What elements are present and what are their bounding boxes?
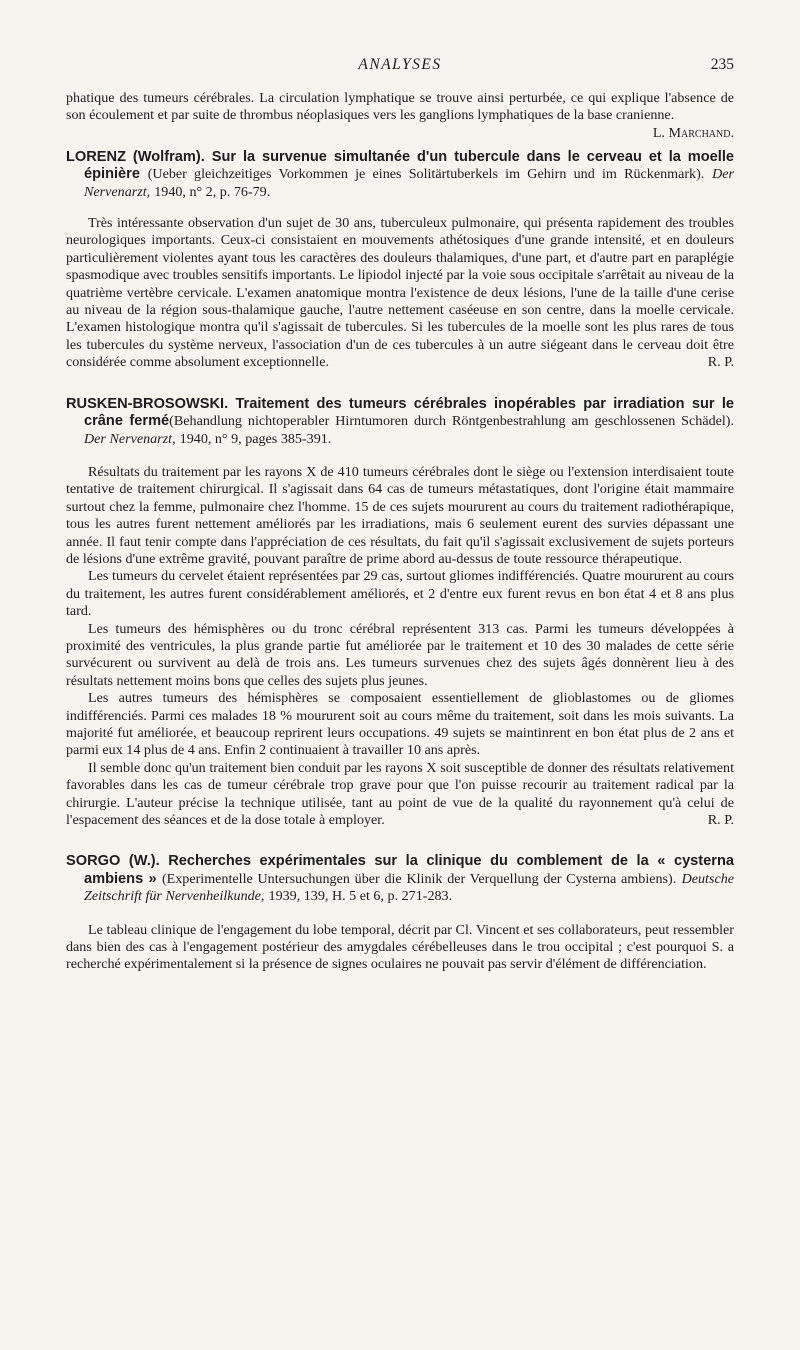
entry-author: RUSKEN-BROSOWSKI.: [66, 395, 229, 412]
page-number: 235: [710, 56, 734, 73]
running-title: ANALYSES: [358, 56, 442, 73]
entry-original-title: (Behandlung nichtoperabler Hirntumoren durch Röntgenbestrahlung am geschlossenen Schädel).: [169, 413, 735, 430]
entry-paragraph: Le tableau clinique de l'engagement du lobe temporal, décrit par Cl. Vincent et ses collaborateurs, peut ressembler dans bien des cas à l'engagement postérieur des amygdales cérébelleuses dans le trou occipital ; c'est pourquoi S. a recherché expérimentalement si la présence de signes oculaires ne pouvait pas servir d'élément de différenciation.: [66, 921, 734, 973]
entry-paragraph: [66, 215, 734, 372]
intro-paragraph: [66, 90, 734, 141]
entry-heading: [66, 396, 734, 448]
entry-original-title: (Experimentelle Untersuchungen über die Klinik der Verquellung der Cysterna ambiens).: [161, 870, 677, 887]
entry-paragraph: [66, 760, 734, 830]
entry-paragraph-text: Très intéressante observation d'un sujet de 30 ans, tuberculeux pulmonaire, qui présenta rapidement des troubles neurologiques importants. Ceux-ci consistaient en mouvements athétosiques d'une grande intensité, et en douleurs particulièrement violentes ayant tous les caractères des douleurs thalamiques, d'une part, et d'autre part en paraplégie spasmodique avec troubles sensitifs importants. Le lipiodol injecté par la voie sous occipitale s'arrêtait au niveau de la quatrième vertèbre cervicale. L'examen anatomique montra l'existence de deux lésions, l'une de la taille d'une cerise au niveau de la région sous-thalamique gauche, l'autre nettement caséeuse en son centre, dans la moelle cervicale. L'examen histologique montra qu'il s'agissait de tubercules. Si les tubercules de la moelle sont les plus rares de tous les tubercules du système nerveux, l'association d'un de ces tubercules à un autre siégeant dans le cerveau doit être considérée comme absolument exceptionnelle.: [66, 215, 734, 371]
entry-paragraph: Les autres tumeurs des hémisphères se composaient essentiellement de glioblastomes ou de gliomes indifférenciés. Parmi ces malades 18 % moururent soit au cours même du traitement, soit dans les mois suivants. La majorité fut améliorée, et beaucoup reprirent leurs occupations. 49 sujets se maintinrent en bon état plus de 2 ans et parmi eux 14 plus de 4 ans. Enfin 2 continuaient à travailler 10 ans après.: [66, 690, 734, 759]
entry-citation: 1940, n° 9, pages 385-391.: [179, 430, 332, 447]
entry-signature: R. P.: [707, 354, 734, 371]
intro-signature: L. Marchand.: [652, 124, 734, 141]
running-head: [0, 56, 800, 80]
entry-heading: [66, 853, 734, 905]
entry-heading: [66, 149, 734, 201]
entry-paragraph-text: Il semble donc qu'un traitement bien conduit par les rayons X soit susceptible de donner des résultats relativement favorables dans les cas de tumeur cérébrale trop grave pour que l'on puisse recourir au traitement radical par la chirurgie. L'auteur précise la technique utilisée, tant au point de vue de la qualité du rayonnement qu'à celui de l'espacement des séances et de la dose totale à employer.: [66, 759, 734, 829]
entry-title: Traitement des tumeurs cérébrales inopérables par irradiation sur le crâne fermé: [84, 395, 734, 430]
review-entry-lorenz: [66, 149, 734, 372]
entry-author: SORGO (W.).: [66, 853, 160, 870]
review-entry-sorgo: [66, 853, 734, 973]
entry-author: LORENZ (Wolfram).: [66, 148, 205, 165]
entry-title: Sur la survenue simultanée d'un tubercule dans le cerveau et la moelle épinière: [84, 148, 735, 183]
entry-paragraph: Les tumeurs des hémisphères ou du tronc cérébral représentent 313 cas. Parmi les tumeurs développées à proximité des ventricules, la plus grande partie fut améliorée par le traitement et 10 des 30 malades de cette série survécurent ou survivent au delà de trois ans. Les tumeurs survenues chez des sujets âgés donnèrent lieu à des résultats nettement moins bons que celles des sujets plus jeunes.: [66, 620, 734, 689]
entry-citation: 1940, n° 2, p. 76-79.: [154, 183, 271, 200]
entry-journal: Der Nervenarzt,: [84, 166, 734, 200]
entry-paragraph: Résultats du traitement par les rayons X de 410 tumeurs cérébrales dont le siège ou l'extension interdisaient toute tentative de traitement chirurgical. Il s'agissait dans 64 cas de tumeurs métastatiques, dont l'origine était mammaire surtout chez la femme, pulmonaire chez l'homme. 15 de ces sujets moururent au cours du traitement radiothérapique, tous les autres furent nettement améliorés par les irradiations, mais 6 seulement eurent des survies dépassant une année. Il faut tenir compte dans l'appréciation de ces résultats, du fait qu'il s'agissait exclusivement de sujets porteurs de lésions d'une extrême gravité, pouvant paraître de prime abord au-dessus de toute ressource thérapeutique.: [66, 463, 734, 567]
page-body: [66, 90, 734, 974]
entry-original-title: (Ueber gleichzeitiges Vorkommen je eines Solitärtuberkels im Gehirn und im Rückenmark).: [147, 166, 705, 183]
entry-journal: Der Nervenarzt,: [84, 430, 176, 447]
review-entry-rusken-brosowski: [66, 396, 734, 830]
entry-title: Recherches expérimentales sur la clinique du comblement de la « cysterna ambiens »: [84, 853, 734, 887]
intro-text: phatique des tumeurs cérébrales. La circulation lymphatique se trouve ainsi perturbée, ce qui explique l'absence de son écoulement et par suite de thrombus néoplasiques vers les ganglions lymphatiques de la base cranienne.: [66, 90, 734, 124]
entry-signature: R. P.: [707, 812, 734, 829]
entry-journal: Deutsche Zeitschrift für Nervenheilkunde,: [84, 870, 735, 905]
entry-paragraph: Les tumeurs du cervelet étaient représentées par 29 cas, surtout gliomes indifférenciés. Quatre moururent au cours du traitement, les autres furent considérablement améliorés, et 2 d'entre eux furent revus en bon état 4 et 8 ans plus tard.: [66, 568, 734, 620]
entry-citation: 1939, 139, H. 5 et 6, p. 271-283.: [268, 888, 453, 905]
